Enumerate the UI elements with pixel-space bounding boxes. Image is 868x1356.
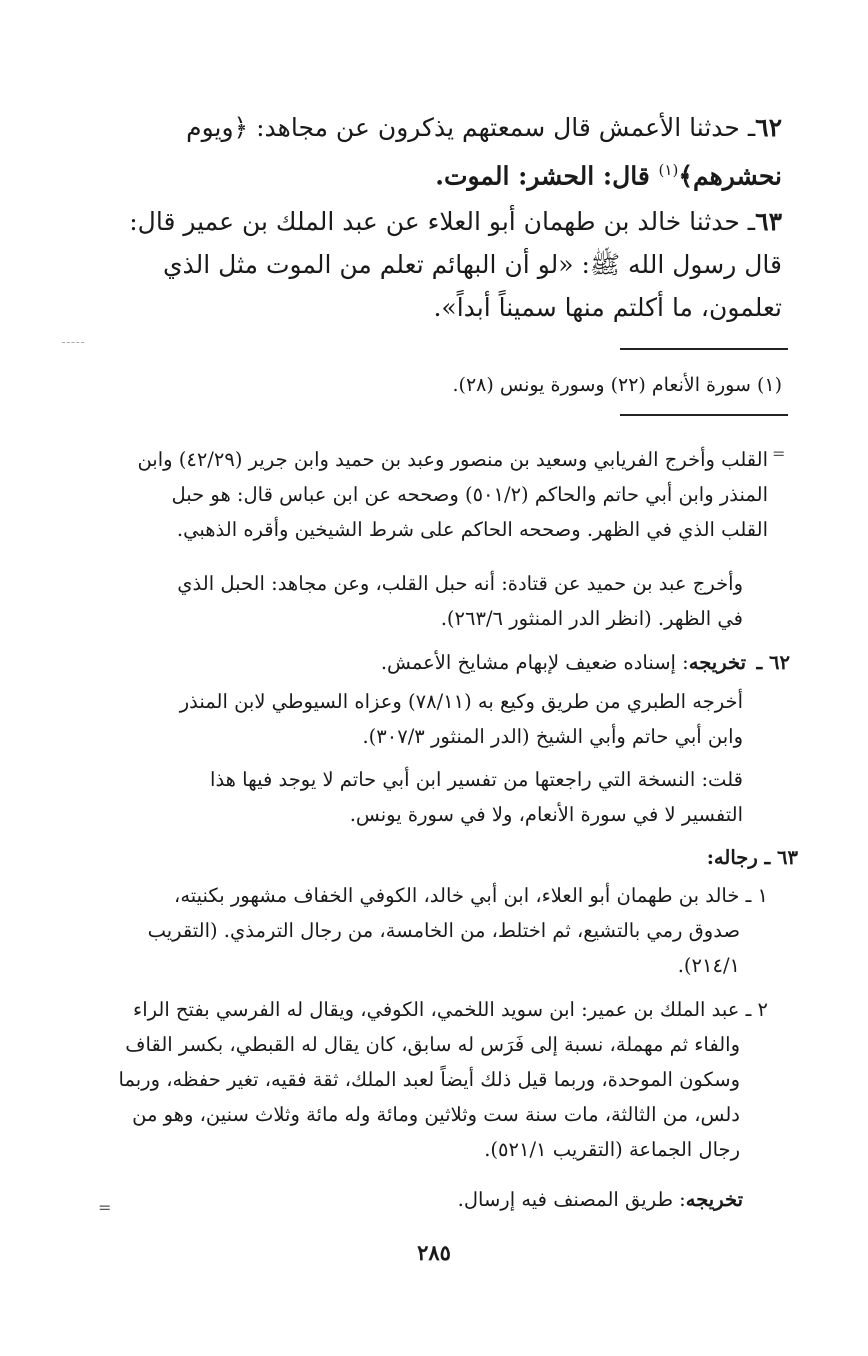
page-number: ٢٨٥	[417, 1240, 451, 1265]
text-line: وأخرج عبد بن حميد عن قتادة: أنه حبل القلب، وعن مجاهد: الحبل الذي	[177, 572, 743, 595]
text-line: المنذر وابن أبي حاتم والحاكم (٥٠١/٢) وصححه عن ابن عباس قال: هو حبل	[171, 483, 768, 506]
text-line: أخرجه الطبري من طريق وكيع به (٧٨/١١) وعزاه السيوطي لابن المنذر	[179, 690, 743, 713]
text-line: دلس، من الثالثة، مات سنة ست وثلاثين ومائة وله مائة وثلاث سنين، وهو من	[132, 1103, 740, 1126]
hadith-text: ـ حدثنا خالد بن طهمان أبو العلاء عن عبد الملك بن عمير قال:	[129, 207, 756, 236]
margin-mark	[62, 342, 84, 343]
takhrij-label: تخريجه	[685, 1188, 743, 1211]
text-line: وابن أبي حاتم وأبي الشيخ (الدر المنثور ٣٠٧/٣).	[362, 725, 743, 748]
hadith-text: قال: الحشر: الموت.	[435, 161, 659, 191]
continuation-mark: =	[772, 444, 786, 463]
commentary-separator	[620, 414, 788, 416]
footnote-reference: (١)	[658, 161, 679, 179]
hadith-63	[95, 200, 782, 329]
quran-verse: نحشرهم﴾	[678, 161, 782, 191]
hadith-text: ـ حدثنا الأعمش قال سمعتهم يذكرون عن مجاهد: ﴿ويوم	[186, 113, 756, 142]
footnote-separator	[620, 348, 788, 350]
text-line: رجال الجماعة (التقريب ٥٢١/١).	[484, 1138, 740, 1161]
section-marker-62: ٦٢ ـ	[756, 651, 790, 674]
text-line: قلت: النسخة التي راجعتها من تفسير ابن أبي حاتم لا يوجد فيها هذا	[210, 768, 743, 791]
text-line: في الظهر. (انظر الدر المنثور ٢٦٣/٦).	[440, 607, 743, 630]
text-line: ٢ ـ عبد الملك بن عمير: ابن سويد اللخمي، الكوفي، ويقال له الفرسي بفتح الراء	[133, 998, 768, 1021]
hadith-62	[95, 106, 782, 197]
section-marker-63: ٦٣ ـ رجاله:	[706, 846, 798, 869]
narrator-1	[100, 878, 768, 983]
commentary-paragraph-4	[100, 762, 743, 832]
text-line: القلب وأخرج الفريابي وسعيد بن منصور وعبد بن حميد وابن جرير (٤٢/٢٩) وابن	[137, 448, 768, 471]
text-line: ١ ـ خالد بن طهمان أبو العلاء، ابن أبي خالد، الكوفي الخفاف مشهور بكنيته،	[174, 884, 768, 907]
text-line: وسكون الموحدة، وربما قيل ذلك أيضاً لعبد الملك، ثقة فقيه، تغير حفظه، وربما	[118, 1068, 740, 1091]
commentary-paragraph-2	[100, 566, 743, 636]
hadith-number: ٦٢	[755, 113, 782, 142]
hadith-62-line-1	[95, 106, 782, 149]
takhrij-62	[300, 645, 746, 680]
commentary-paragraph-3	[100, 684, 743, 754]
hadith-62-line-2	[95, 149, 782, 197]
text-line: صدوق رمي بالتشيع، ثم اختلط، من الخامسة، من رجال الترمذي. (التقريب	[147, 919, 740, 942]
hadith-number: ٦٣	[755, 207, 782, 236]
text-line: والفاء ثم مهملة، نسبة إلى فَرَس له سابق، كان يقال له القبطي، بكسر القاف	[125, 1033, 740, 1056]
text: : طريق المصنف فيه إرسال.	[457, 1188, 686, 1211]
narrator-2	[100, 992, 768, 1167]
commentary-paragraph-1	[100, 442, 768, 547]
hadith-63-line-1	[95, 200, 782, 243]
hadith-63-line-3: تعلمون، ما أكلتم منها سميناً أبداً».	[433, 293, 782, 322]
text-line: ٢١٤/١).	[677, 954, 740, 977]
continuation-mark-end: =	[98, 1198, 112, 1217]
takhrij-label: تخريجه	[688, 651, 746, 674]
footnote: (١) سورة الأنعام (٢٢) وسورة يونس (٢٨).	[452, 374, 782, 396]
text-line: التفسير لا في سورة الأنعام، ولا في سورة يونس.	[349, 803, 743, 826]
takhrij-63	[350, 1182, 743, 1217]
text: : إسناده ضعيف لإبهام مشايخ الأعمش.	[380, 651, 689, 674]
text-line: القلب الذي في الظهر. وصححه الحاكم على شرط الشيخين وأقره الذهبي.	[176, 518, 768, 541]
hadith-63-line-2: قال رسول الله ﷺ: «لو أن البهائم تعلم من الموت مثل الذي	[162, 250, 782, 279]
